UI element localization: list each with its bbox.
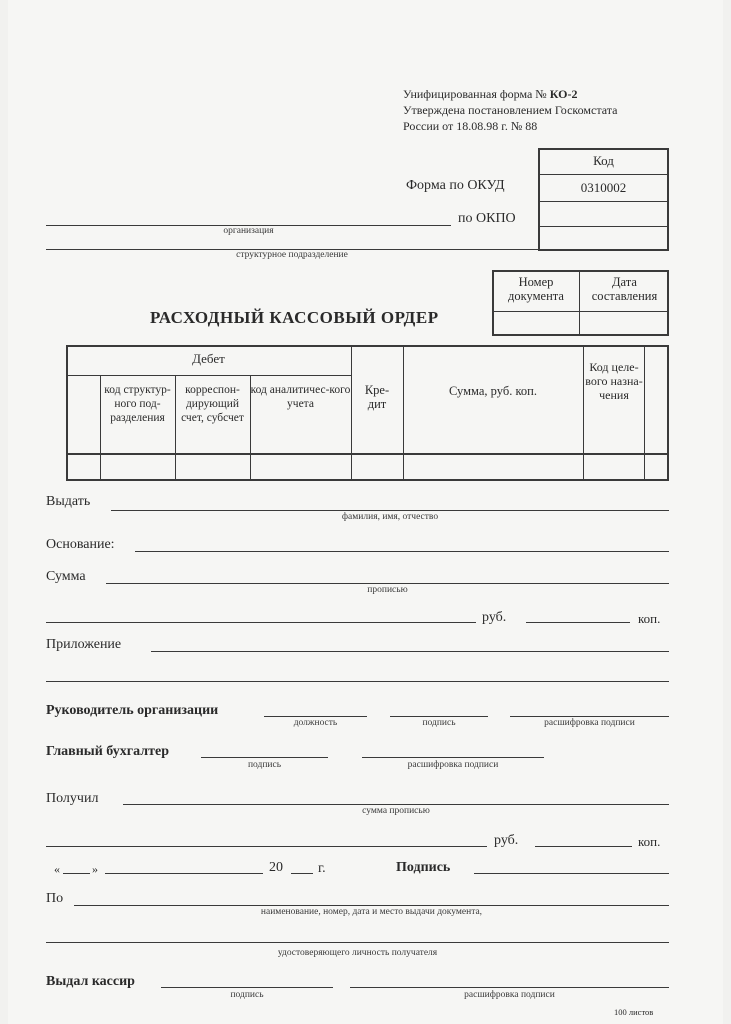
kop-field[interactable] — [526, 622, 630, 623]
cashier-label: Выдал кассир — [46, 974, 135, 989]
table-data-row[interactable] — [68, 455, 666, 479]
head-position-field[interactable] — [264, 716, 367, 717]
head-label: Руководитель организации — [46, 703, 219, 718]
received-rub-label: руб. — [494, 833, 519, 848]
chief-decode-field[interactable] — [362, 757, 544, 758]
attachment-label: Приложение — [46, 637, 122, 652]
division-caption: структурное подразделение — [236, 250, 348, 260]
doc-date-label: Дата составления — [591, 275, 658, 303]
id-document-caption: наименование, номер, дата и место выдачи документа, — [260, 907, 483, 917]
okud-label: Форма по ОКУД — [406, 178, 505, 193]
credit-header: Кре-дит — [364, 383, 390, 411]
form-header — [403, 86, 617, 134]
head-position-caption: должность — [293, 718, 338, 728]
header-line1: Унифицированная форма № КО-2 — [403, 87, 578, 101]
head-decode-field[interactable] — [510, 716, 669, 717]
form-code: КО-2 — [549, 87, 578, 101]
target-code-header: Код целе-вого назна-чения — [585, 360, 643, 402]
date-year-field[interactable] — [291, 873, 313, 874]
received-label: Получил — [46, 791, 99, 806]
kod-header: Код — [593, 153, 614, 168]
date-day-field[interactable] — [63, 873, 90, 874]
chief-accountant-label: Главный бухгалтер — [46, 744, 169, 759]
identity-caption: удостоверяющего личность получателя — [277, 948, 438, 958]
basis-label: Основание: — [46, 537, 115, 552]
form-sheet — [8, 0, 723, 1024]
id-document-field[interactable] — [74, 905, 669, 906]
cashier-decode-caption: расшифровка подписи — [464, 990, 555, 1000]
kop-label: коп. — [638, 611, 661, 626]
cashier-signature-caption: подпись — [230, 990, 264, 1000]
date-open-quote: « — [54, 862, 60, 876]
date-month-field[interactable] — [105, 873, 263, 874]
year-prefix: 20 — [269, 860, 283, 875]
doc-number-input[interactable] — [494, 313, 578, 334]
rub-label: руб. — [482, 610, 507, 625]
issue-caption: фамилия, имя, отчество — [341, 512, 439, 522]
recipient-signature-label: Подпись — [396, 860, 451, 875]
sum-label: Сумма — [46, 569, 86, 584]
basis-field[interactable] — [135, 551, 669, 552]
chief-signature-field[interactable] — [201, 757, 328, 758]
received-caption: сумма прописью — [362, 806, 430, 816]
sum-field[interactable] — [106, 583, 669, 584]
issue-label: Выдать — [46, 494, 91, 509]
by-document-label: По — [46, 891, 64, 906]
chief-signature-caption: подпись — [247, 760, 282, 770]
received-field-line2[interactable] — [46, 846, 487, 847]
header-line2: Утверждена постановлением Госкомстата — [403, 103, 618, 117]
debit-header: Дебет — [192, 351, 225, 366]
sum-field-line2[interactable] — [46, 622, 476, 623]
doc-number-label: Номер документа — [508, 275, 564, 303]
sum-caption: прописью — [367, 585, 408, 595]
recipient-signature-field[interactable] — [474, 873, 669, 874]
col-analytic-code: код аналитичес-кого учета — [250, 384, 351, 410]
header-line3: России от 18.08.98 г. № 88 — [403, 119, 538, 133]
issue-field[interactable] — [111, 510, 669, 511]
head-signature-caption: подпись — [422, 718, 456, 728]
doc-date-input[interactable] — [580, 313, 668, 334]
cashier-decode-field[interactable] — [350, 987, 669, 988]
received-kop-field[interactable] — [535, 846, 632, 847]
organization-caption: организация — [223, 226, 274, 236]
year-suffix: г. — [318, 861, 326, 876]
sheet-count: 100 листов — [614, 1007, 654, 1017]
okud-value[interactable]: 0310002 — [580, 180, 627, 195]
head-signature-field[interactable] — [390, 716, 488, 717]
received-field[interactable] — [123, 804, 669, 805]
date-close-quote: » — [92, 862, 98, 876]
document-title: РАСХОДНЫЙ КАССОВЫЙ ОРДЕР — [150, 308, 439, 327]
attachment-field-line2[interactable] — [46, 681, 669, 682]
sum-header: Сумма, руб. коп. — [449, 384, 537, 398]
received-kop-label: коп. — [638, 834, 661, 849]
attachment-field[interactable] — [151, 651, 669, 652]
head-decode-caption: расшифровка подписи — [544, 718, 635, 728]
cashier-signature-field[interactable] — [161, 987, 333, 988]
id-document-field-line2[interactable] — [46, 942, 669, 943]
chief-decode-caption: расшифровка подписи — [407, 760, 499, 770]
okpo-label: по ОКПО — [458, 211, 516, 226]
col-division-code: код структур-ного под-разделения — [104, 384, 171, 424]
col-corr-account: корреспон-дирующий счет, субсчет — [181, 384, 244, 424]
